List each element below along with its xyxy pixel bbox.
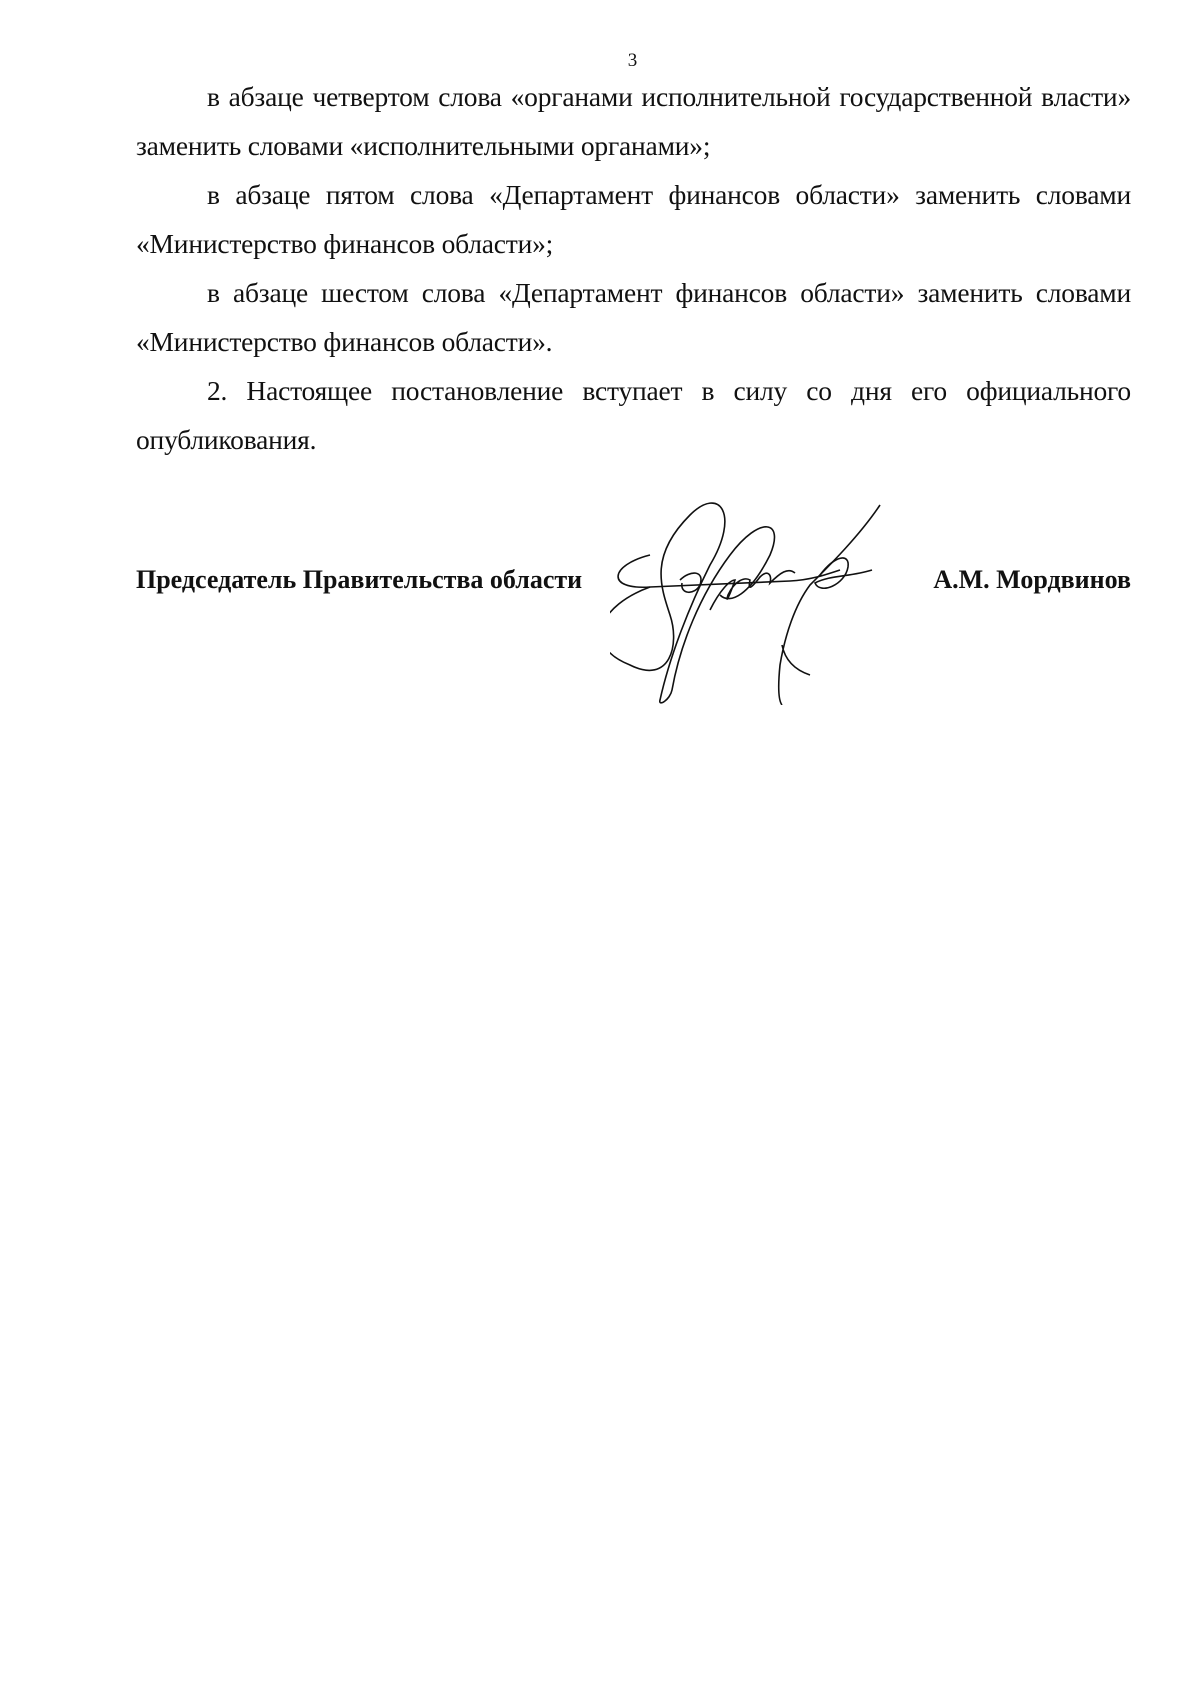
handwritten-signature [610,495,970,705]
paragraph-2: в абзаце пятом слова «Департамент финансов области» заменить словами «Министерство финансов области»; [136,179,1131,259]
document-body [136,72,1131,464]
paragraph-4: 2. Настоящее постановление вступает в силу со дня его официального опубликования. [136,375,1131,455]
paragraph-1: в абзаце четвертом слова «органами исполнительной государственной власти» заменить словами «исполнительными органами»; [136,81,1131,161]
paragraph-3: в абзаце шестом слова «Департамент финансов области» заменить словами «Министерство финансов области». [136,277,1131,357]
page-number: 3 [627,50,638,71]
signatory-name: А.М. Мордвинов [933,565,1131,594]
signatory-role: Председатель Правительства области [136,565,583,594]
